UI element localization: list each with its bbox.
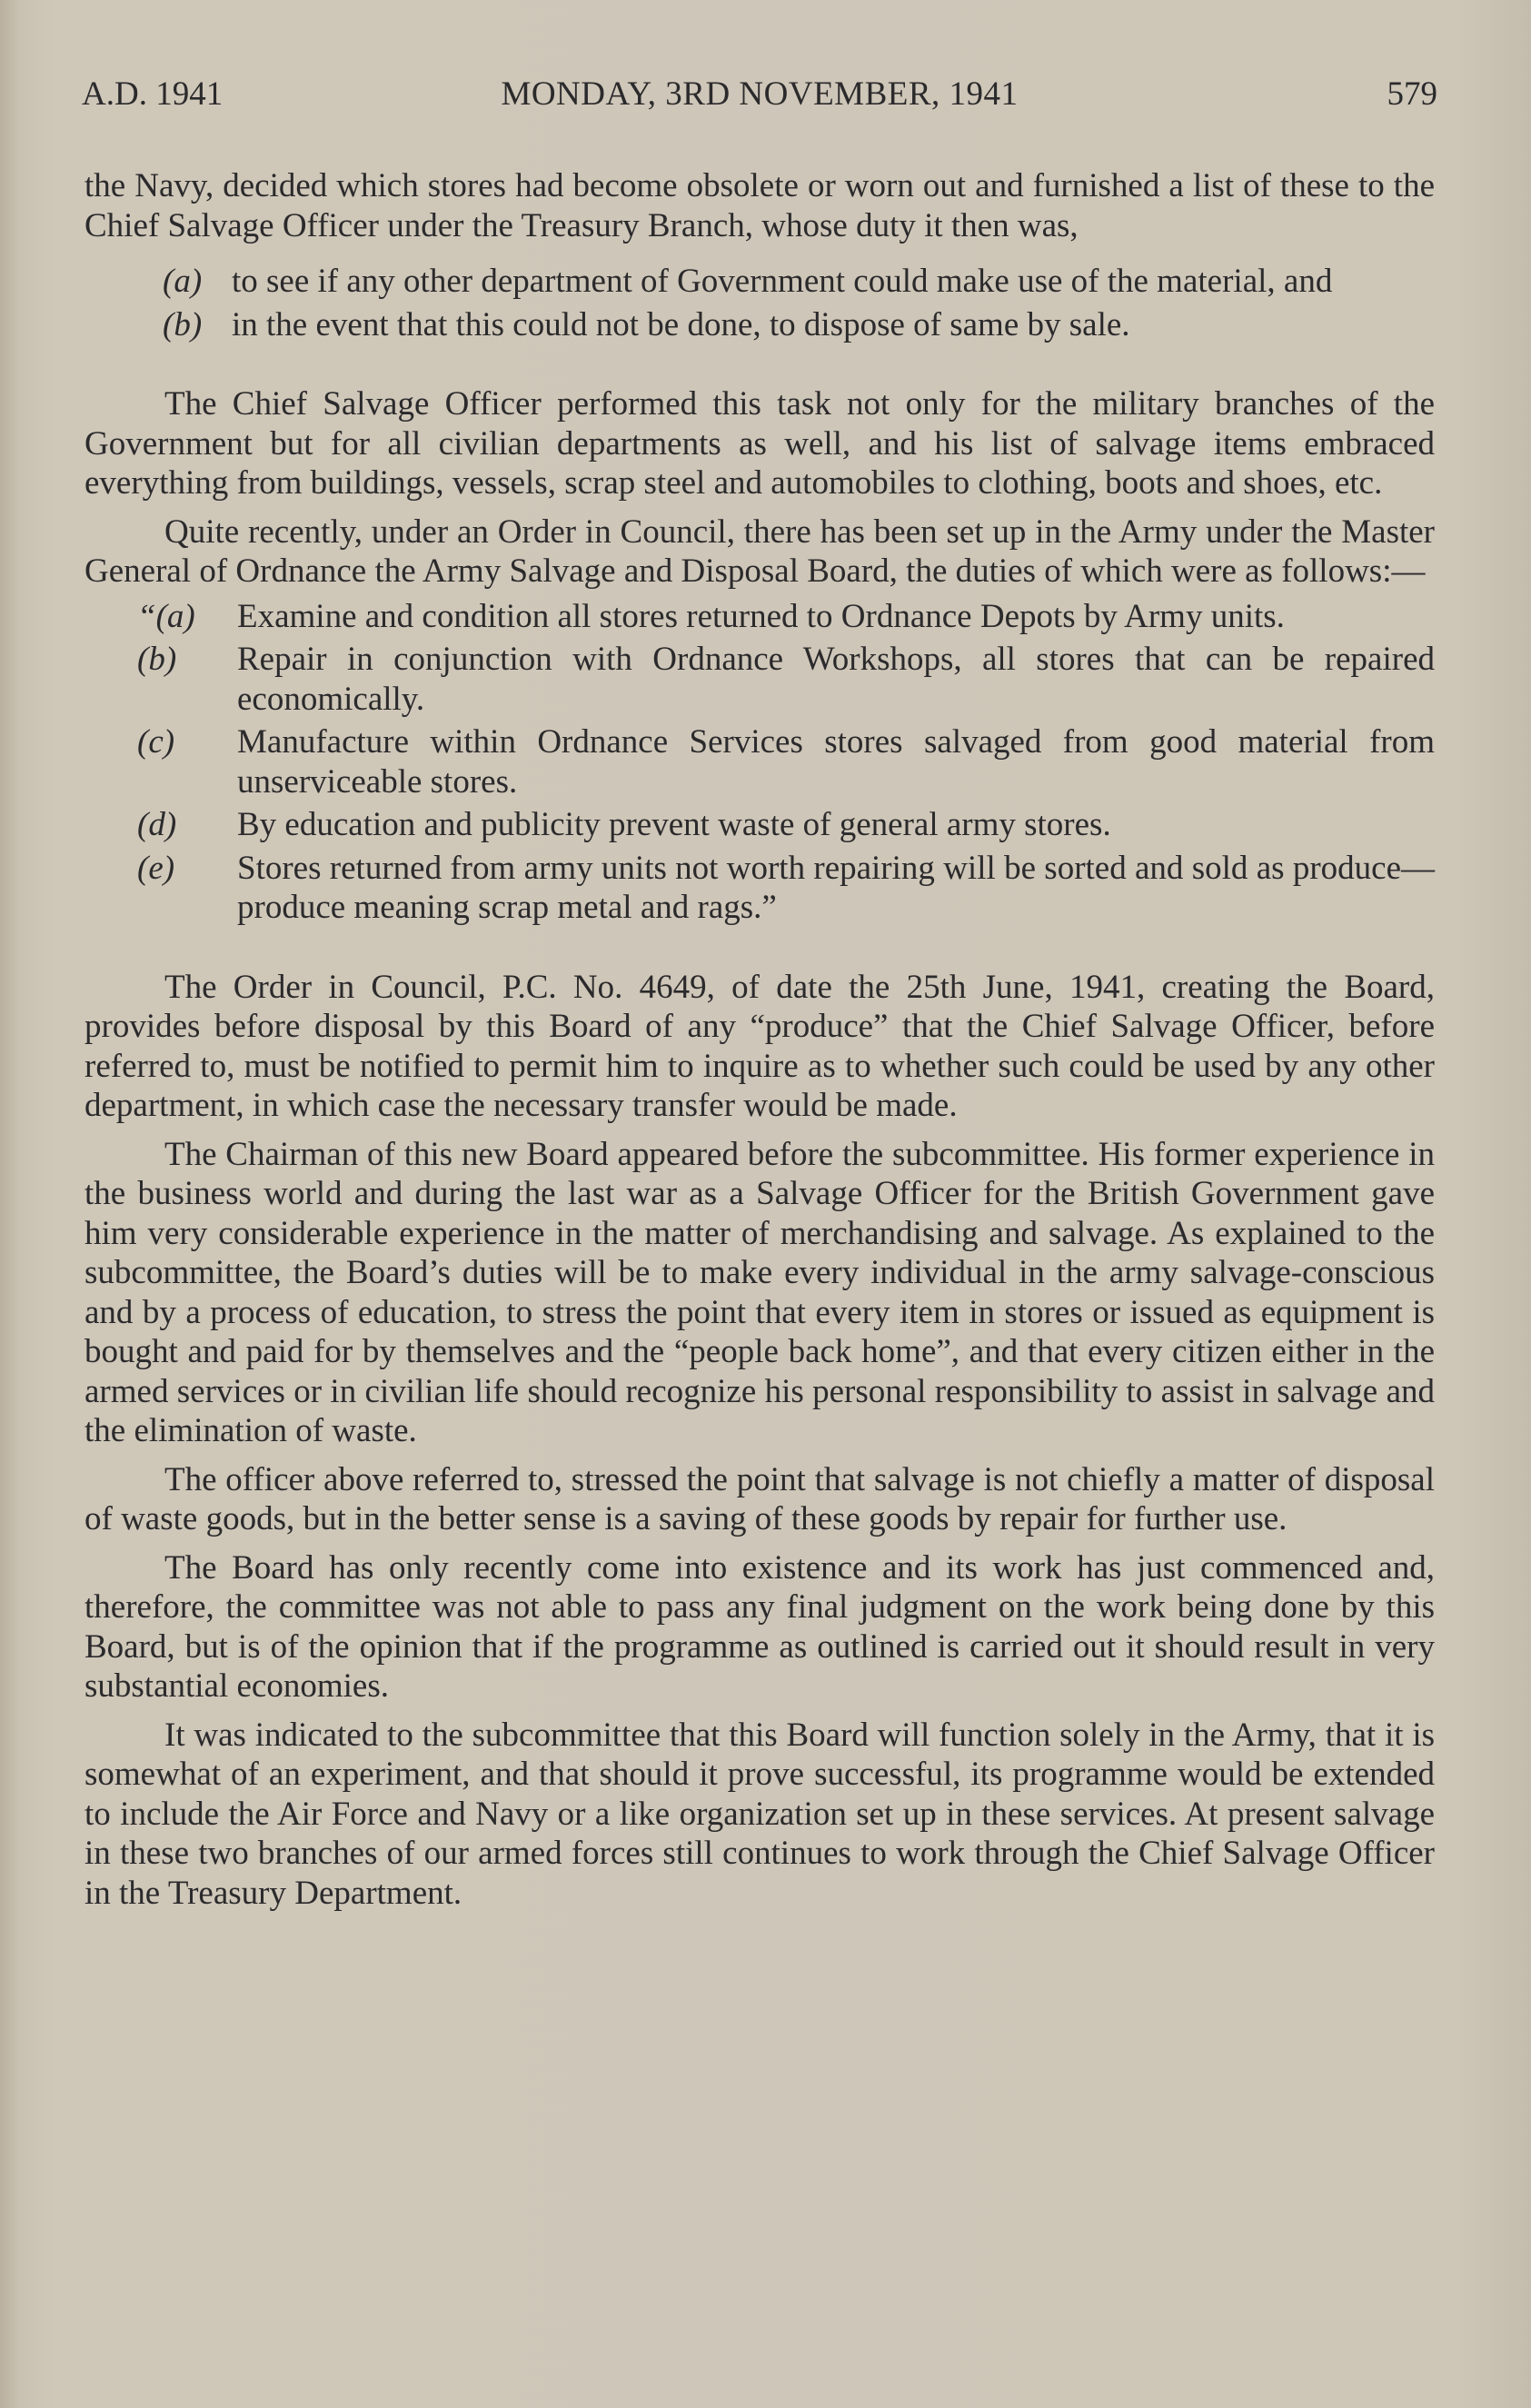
paragraph-board: The Board has only recently come into existence and its work has just commenced and, therefore, the committee was not able to pass any final judgment on the work being done by this Board, but is of the opinion that if the programme as outlined is carried out it should result in very substantial economies.	[85, 1548, 1435, 1705]
list-item-text: to see if any other department of Government could make use of the material, and	[232, 263, 1333, 300]
paragraph-chairman: The Chairman of this new Board appeared before the subcommittee. His former experience in the business world and during the last war as a Salvage Officer for the British Government gave him very considerable experience in the matter of merchandising and salvage. As explained to the subcommittee, the Board’s duties will be to make every individual in the army salvage-conscious and by a process of education, to stress the point that every item in stores or issued as equipment is bought and paid for by themselves and the “people back home”, and that every citizen either in the armed services or in civilian life should recognize his personal responsibility to assist in salvage and the elimination of waste.	[85, 1135, 1435, 1449]
header-title: MONDAY, 3RD NOVEMBER, 1941	[501, 75, 1019, 113]
board-duties-list	[85, 597, 1435, 928]
list-item-text: in the event that this could not be done, to dispose of same by sale.	[232, 305, 1130, 343]
list-item	[85, 640, 1435, 719]
list-item-text: Examine and condition all stores returned to Ordnance Depots by Army units.	[237, 597, 1285, 635]
list-item-label: (a)	[163, 263, 203, 300]
page-number: 579	[1387, 75, 1437, 113]
list-item-label: (d)	[137, 806, 177, 843]
list-item-label: (b)	[163, 305, 203, 343]
paragraph-army: It was indicated to the subcommittee that this Board will function solely in the Army, that it is somewhat of an experiment, and that should it prove successful, its programme would be extended to include the Air Force and Navy or a like organization set up in these services. At present salvage in these two branches of our armed forces still continues to work through the Chief Salvage Officer in the Treasury Department.	[85, 1716, 1435, 1912]
list-item	[85, 305, 1435, 345]
list-item-label: (b)	[137, 641, 177, 678]
paragraph-order-in-council: The Order in Council, P.C. No. 4649, of date the 25th June, 1941, creating the Board, provides before disposal by this Board of any “produce” that the Chief Salvage Officer, before referred to, must be notified to permit him to inquire as to whether such could be used by any other department, in which case the necessary transfer would be made.	[85, 968, 1435, 1124]
list-item-label: “(a)	[137, 597, 195, 635]
paragraph-chief-salvage-officer: The Chief Salvage Officer performed this task not only for the military branches of the Government but for all civilian departments as well, and his list of salvage items embraced everything from buildings, vessels, scrap steel and automobiles to clothing, boots and shoes, etc.	[85, 385, 1435, 502]
list-item	[85, 597, 1435, 637]
list-item	[85, 849, 1435, 928]
header-date: A.D. 1941	[82, 75, 224, 113]
paragraph-intro: the Navy, decided which stores had become obsolete or worn out and furnished a list of these to the Chief Salvage Officer under the Treasury Branch, whose duty it then was,	[85, 167, 1435, 244]
paragraph-recent-order: Quite recently, under an Order in Council, there has been set up in the Army under the Master General of Ordnance the Army Salvage and Disposal Board, the duties of which were as follows:—	[85, 512, 1435, 590]
duty-list	[85, 262, 1435, 344]
list-item-text: Repair in conjunction with Ordnance Workshops, all stores that can be repaired economically.	[237, 641, 1435, 718]
list-item-text: Stores returned from army units not worth repairing will be sorted and sold as produce—produce meaning scrap metal and rags.”	[237, 849, 1435, 926]
list-item-text: By education and publicity prevent waste of general army stores.	[237, 806, 1111, 843]
list-item-label: (c)	[137, 723, 175, 761]
list-item	[85, 805, 1435, 845]
paragraph-officer: The officer above referred to, stressed the point that salvage is not chiefly a matter of disposal of waste goods, but in the better sense is a saving of these goods by repair for further use.	[85, 1460, 1435, 1537]
list-item	[85, 722, 1435, 801]
page-header	[82, 75, 1437, 125]
list-item-label: (e)	[137, 849, 175, 887]
document-body	[85, 166, 1435, 1913]
list-item-text: Manufacture within Ordnance Services stores salvaged from good material from unserviceable stores.	[237, 723, 1435, 801]
list-item	[85, 262, 1435, 302]
